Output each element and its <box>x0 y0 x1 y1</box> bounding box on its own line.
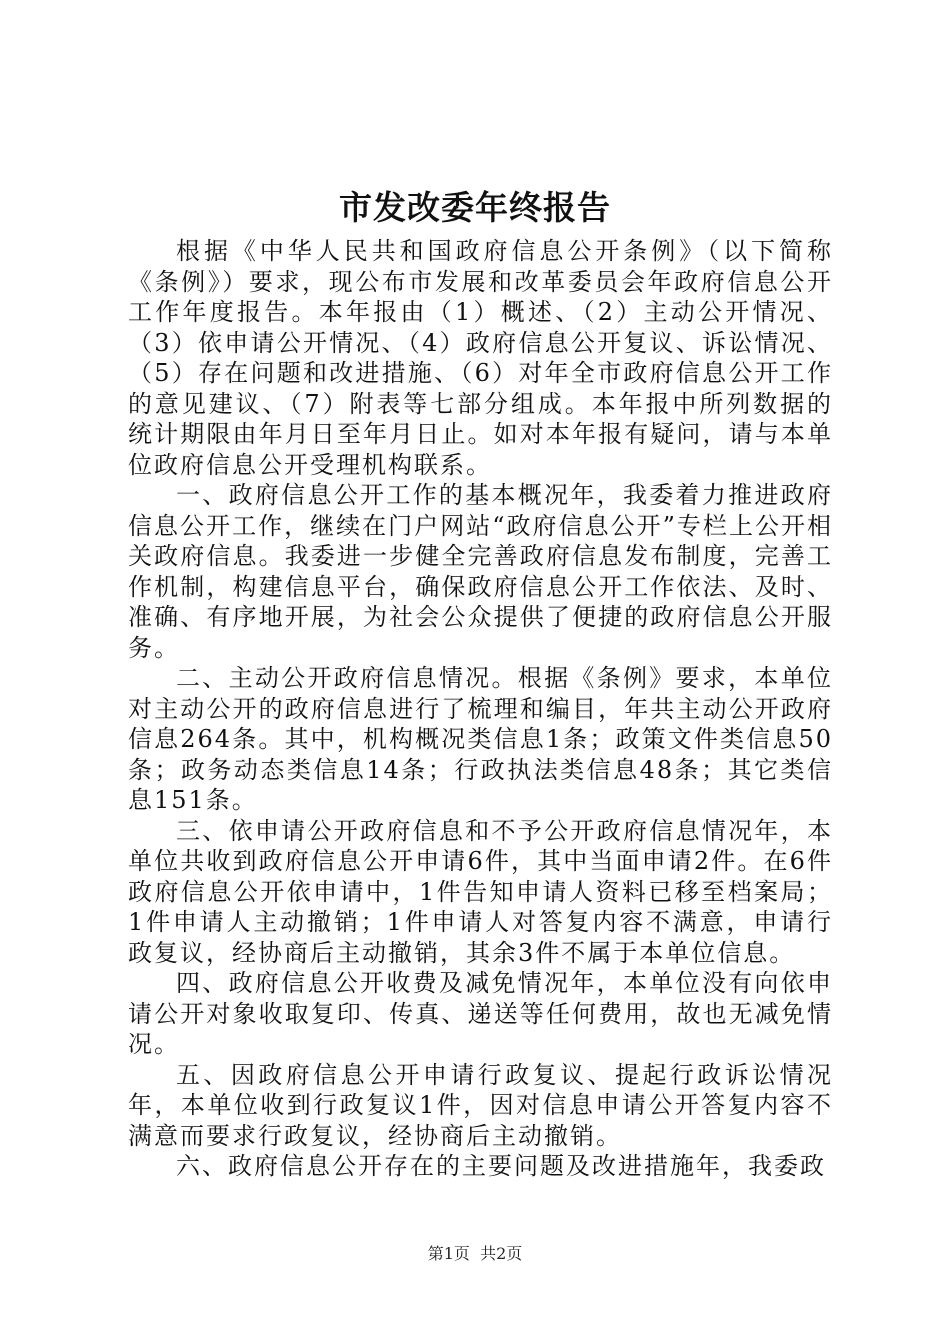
paragraph-section-6: 六、政府信息公开存在的主要问题及改进措施年，我委政 <box>176 1152 826 1180</box>
paragraph-section-2: 二、主动公开政府信息情况。根据《条例》要求，本单位对主动公开的政府信息进行了梳理和编目，年共主动公开政府信息264条。其中，机构概况类信息1条；政策文件类信息50条；政务动态类信息14条；行政执法类信息48条；其它类信息151条。 <box>128 664 833 814</box>
document-body <box>128 236 833 1182</box>
paragraph-section-3: 三、依申请公开政府信息和不予公开政府信息情况年，本单位共收到政府信息公开申请6件，其中当面申请2件。在6件政府信息公开依申请中，1件告知申请人资料已移至档案局；1件申请人主动撤销；1件申请人对答复内容不满意，申请行政复议，经协商后主动撤销，其余3件不属于本单位信息。 <box>128 816 833 967</box>
paragraph-section-5: 五、因政府信息公开申请行政复议、提起行政诉讼情况年，本单位收到行政复议1件，因对信息申请公开答复内容不满意而要求行政复议，经协商后主动撤销。 <box>128 1060 833 1150</box>
document-title: 市发改委年终报告 <box>339 188 611 227</box>
page-footer: 第1页 共2页 <box>427 1244 523 1263</box>
paragraph-intro: 根据《中华人民共和国政府信息公开条例》（以下简称《条例》）要求，现公布市发展和改革委员会年政府信息公开工作年度报告。本年报由（1）概述、（2）主动公开情况、（3）依申请公开情况、（4）政府信息公开复议、诉讼情况、（5）存在问题和改进措施、（6）对年全市政府信息公开工作的意见建议、（7）附表等七部分组成。本年报中所列数据的统计期限由年月日至年月日止。如对本年报有疑问，请与本单位政府信息公开受理机构联系。 <box>128 237 833 479</box>
paragraph-section-4: 四、政府信息公开收费及减免情况年，本单位没有向依申请公开对象收取复印、传真、递送等任何费用，故也无减免情况。 <box>128 969 833 1058</box>
paragraph-section-1: 一、政府信息公开工作的基本概况年，我委着力推进政府信息公开工作，继续在门户网站“政府信息公开”专栏上公开相关政府信息。我委进一步健全完善政府信息发布制度，完善工作机制，构建信息平台，确保政府信息公开工作依法、及时、准确、有序地开展，为社会公众提供了便捷的政府信息公开服务。 <box>128 481 833 662</box>
